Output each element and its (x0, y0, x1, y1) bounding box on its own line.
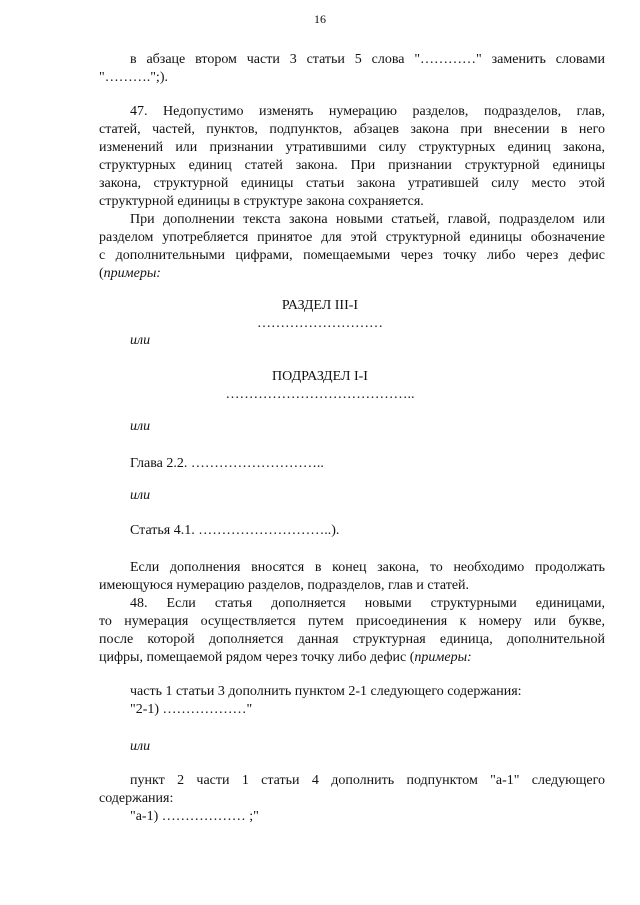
text-line: "……….";). (99, 70, 168, 85)
example-line: пункт 2 части 1 статьи 4 дополнить подпунктом "а-1" следующего (130, 773, 605, 788)
text-line: Если дополнения вносятся в конец закона, то необходимо продолжать (130, 560, 605, 575)
or-label: или (130, 488, 151, 503)
placeholder-dots: ……………………… (257, 316, 383, 331)
text-line: с дополнительными цифрами, помещаемыми через точку либо через дефис (99, 248, 605, 263)
text-line: структурных единиц статей закона. При признании структурной единицы (99, 158, 605, 173)
example-chapter: Глава 2.2. ……………………….. (130, 456, 324, 471)
text-line: то нумерация осуществляется путем присоединения к номеру или букве, (99, 614, 605, 629)
or-label: или (130, 739, 151, 754)
or-label: или (130, 419, 151, 434)
text-line: имеющуюся нумерацию разделов, подразделов, глав и статей. (99, 578, 470, 593)
example-article: Статья 4.1. ………………………..). (130, 523, 340, 538)
page-number: 16 (314, 12, 326, 26)
example-line: часть 1 статьи 3 дополнить пунктом 2-1 следующего содержания: (130, 684, 522, 699)
text-line: структурной единицы в структуре закона сохраняется. (99, 194, 424, 209)
example-heading: ПОДРАЗДЕЛ I-I (272, 369, 368, 384)
or-label: или (130, 333, 151, 348)
example-heading: РАЗДЕЛ III-I (281, 298, 359, 313)
text-line: закона, структурной единицы статьи закона утратившей силу место этой (99, 176, 605, 191)
text-line: При дополнении текста закона новыми статьей, главой, подразделом или (130, 212, 605, 227)
text-line: статей, частей, пунктов, подпунктов, абзацев закона при внесении в него (99, 122, 605, 137)
text-line: 48. Если статья дополняется новыми структурными единицами, (130, 596, 605, 611)
placeholder-dots: ………………………………….. (225, 387, 415, 402)
text-line: после которой дополняется данная структурная единица, дополнительной (99, 632, 605, 647)
example-line: "2-1) ………………" (130, 702, 253, 717)
example-line: "а-1) ……………… ;" (130, 809, 259, 824)
text-line: разделом употребляется принятое для этой структурной единицы обозначение (99, 230, 605, 245)
text-line: цифры, помещаемой рядом через точку либо дефис (примеры: (99, 650, 472, 665)
text-line: в абзаце втором части 3 статьи 5 слова "…………" заменить словами (130, 52, 605, 67)
text-line: изменений или признании утратившими силу структурных единиц закона, (99, 140, 605, 155)
text-line: (примеры: (99, 266, 161, 281)
example-line: содержания: (99, 791, 174, 806)
text-line: 47. Недопустимо изменять нумерацию разделов, подразделов, глав, (130, 104, 605, 119)
